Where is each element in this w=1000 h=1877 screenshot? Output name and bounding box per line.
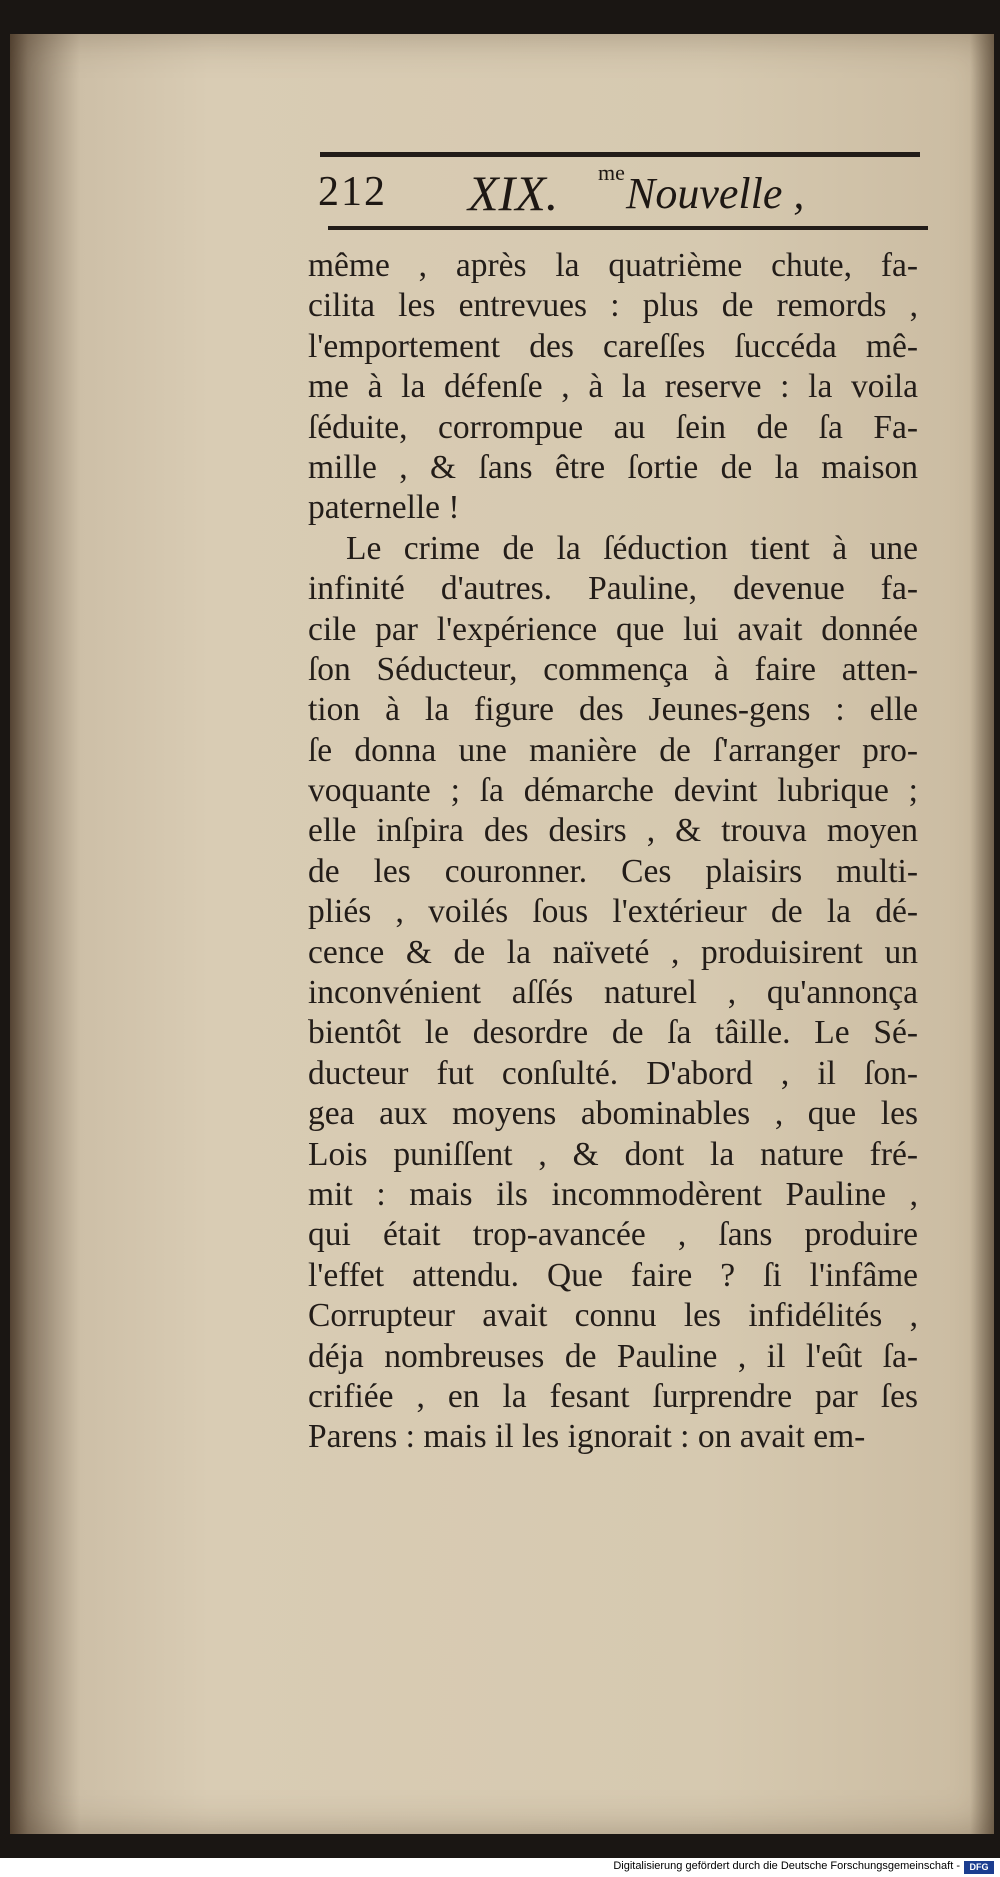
text-line: cile par l'expérience que lui avait donnée <box>308 610 918 648</box>
text-line: ſéduite, corrompue au ſein de ſa Fa- <box>308 408 918 446</box>
text-line: voquante ; ſa démarche devint lubrique ; <box>308 772 918 810</box>
chapter-superscript: me <box>598 160 625 185</box>
text-line: me à la défenſe , à la reserve : la voila <box>308 368 918 406</box>
text-line: l'emportement des careſſes ſuccéda mê- <box>308 327 918 365</box>
text-line: inconvénient aſſés naturel , qu'annonça <box>308 974 918 1012</box>
text-line: pliés , voilés ſous l'extérieur de la dé- <box>308 893 918 931</box>
text-line: infinité d'autres. Pauline, devenue fa- <box>308 570 918 608</box>
footer-credit: Digitalisierung gefördert durch die Deutsche Forschungsgemeinschaft - <box>613 1860 960 1872</box>
running-title: Nouvelle , <box>626 169 805 218</box>
text-line: ſe donna une manière de ſ'arranger pro- <box>308 731 918 769</box>
text-line: de les couronner. Ces plaisirs multi- <box>308 852 918 890</box>
text-line: même , après la quatrième chute, fa- <box>308 247 918 284</box>
text-line: Lois puniſſent , & dont la nature fré- <box>308 1135 918 1173</box>
paragraph <box>308 529 918 1458</box>
text-line: crifiée , en la fesant ſurprendre par ſes <box>308 1377 918 1415</box>
text-line: paternelle ! <box>308 489 460 527</box>
text-line: tion à la figure des Jeunes-gens : elle <box>308 691 918 729</box>
running-header <box>318 160 918 222</box>
text-line: Le crime de la ſéduction tient à une <box>346 529 918 567</box>
chapter-number: XIX. <box>468 165 559 221</box>
text-line: Corrupteur avait connu les infidélités , <box>308 1297 918 1335</box>
dfg-logo: DFG <box>964 1861 994 1874</box>
text-line: l'effet attendu. Que faire ? ſi l'infâme <box>308 1256 918 1294</box>
page-number: 212 <box>318 169 387 215</box>
header-rule-top <box>320 152 920 157</box>
text-line: mille , & ſans être ſortie de la maison <box>308 448 918 486</box>
text-line: elle inſpira des desirs , & trouva moyen <box>308 812 918 850</box>
body-text <box>308 246 918 1458</box>
text-line: ſon Séducteur, commença à faire atten- <box>308 650 918 688</box>
text-line: qui était trop-avancée , ſans produire <box>308 1216 918 1254</box>
text-line: gea aux moyens abominables , que les <box>308 1095 918 1133</box>
digitization-footer <box>0 1858 1000 1877</box>
text-line: cence & de la naïveté , produisirent un <box>308 933 918 971</box>
header-rule-bottom <box>328 226 928 230</box>
text-line: cilita les entrevues : plus de remords , <box>308 287 918 325</box>
text-line: ducteur fut conſulté. D'abord , il ſon- <box>308 1054 918 1092</box>
text-line: mit : mais ils incommodèrent Pauline , <box>308 1175 918 1213</box>
text-line: déja nombreuses de Pauline , il l'eût ſa- <box>308 1337 918 1375</box>
paragraph <box>308 246 918 529</box>
text-line: bientôt le desordre de ſa tâille. Le Sé- <box>308 1014 918 1052</box>
text-line: Parens : mais il les ignorait : on avait em- <box>308 1418 866 1456</box>
